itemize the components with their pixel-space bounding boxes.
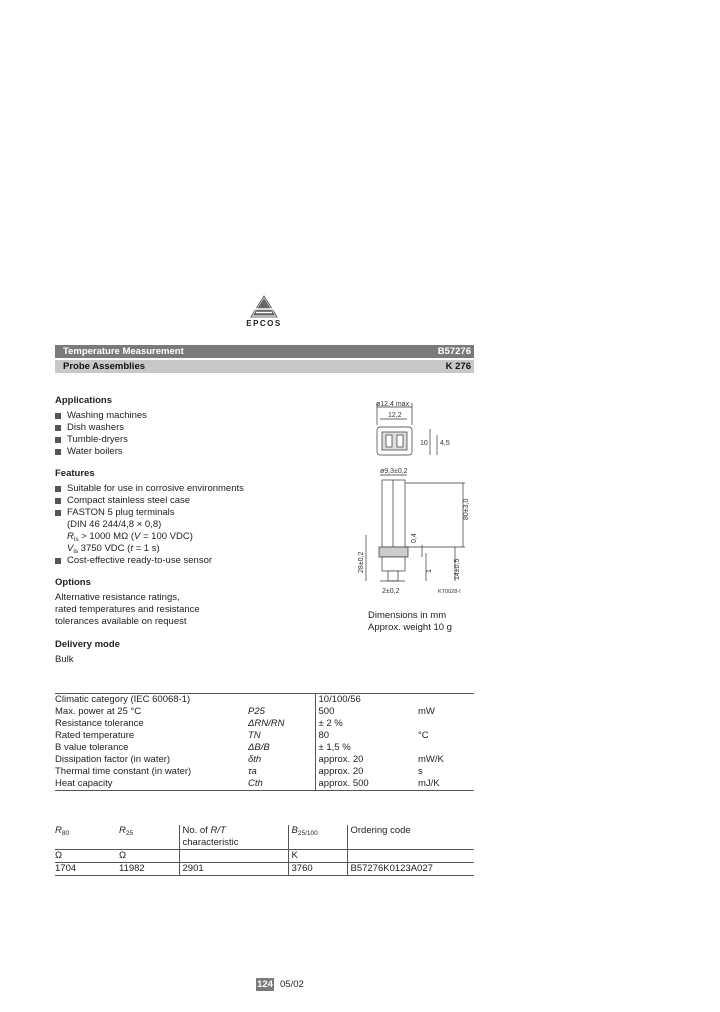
- dim-0-4: 0,4: [411, 533, 418, 543]
- unit-rt: [179, 850, 288, 863]
- header-r80: $R_{80}$: [55, 825, 70, 837]
- spec-value: approx. 500: [315, 778, 418, 791]
- spec-value: approx. 20: [315, 766, 418, 778]
- spec-sym: Cth: [248, 778, 263, 789]
- ris-v: V: [134, 531, 141, 542]
- vis-t: t: [130, 543, 133, 554]
- options-heading: Options: [55, 577, 91, 588]
- ris-sub: is: [73, 536, 79, 543]
- list-item: Cost-effective ready-to-use sensor: [55, 555, 212, 567]
- spec-label: Max. power at 25 °C: [55, 706, 142, 717]
- spec-unit: mW/K: [418, 754, 444, 765]
- epcos-triangle-icon: [250, 296, 278, 318]
- list-item: Water boilers: [55, 446, 147, 458]
- options-line: Alternative resistance ratings,: [55, 592, 180, 603]
- list-item: Compact stainless steel case: [55, 495, 244, 507]
- dim-12-2: 12,2: [388, 412, 402, 419]
- list-item: Dish washers: [55, 422, 147, 434]
- table-row: [55, 706, 474, 718]
- spec-unit: mJ/K: [418, 778, 440, 789]
- applications-heading: Applications: [55, 395, 113, 406]
- spec-sym: δth: [248, 754, 262, 765]
- spec-unit: [418, 718, 474, 730]
- spec-sym: ΔB/B: [248, 742, 270, 753]
- drawing-caption-2: Approx. weight 10 g: [368, 622, 452, 633]
- drawing-id: KT0028-I: [438, 589, 461, 595]
- dim-14: 14±0,5: [454, 558, 461, 580]
- list-item: FASTON 5 plug terminals: [55, 507, 244, 519]
- order-units-row: [55, 850, 474, 863]
- spec-value: ± 1,5 %: [315, 742, 418, 754]
- spec-value: approx. 20: [315, 754, 418, 766]
- delivery-value: Bulk: [55, 654, 74, 665]
- ris-text: > 1000 MΩ (: [78, 531, 134, 542]
- category-title: Temperature Measurement: [63, 346, 184, 357]
- product-title: Probe Assemblies: [63, 361, 146, 372]
- spec-table: [55, 693, 474, 791]
- table-row: [55, 718, 474, 730]
- spec-sym: ΔRN/RN: [248, 718, 285, 729]
- vis-text2: = 1 s): [132, 543, 160, 554]
- table-row: [55, 754, 474, 766]
- spec-unit: [418, 742, 474, 754]
- unit-code: [347, 850, 474, 863]
- dimension-drawing: [360, 395, 475, 605]
- features-heading: Features: [55, 468, 95, 479]
- cell-rt: 2901: [179, 863, 288, 876]
- cell-b: 3760: [288, 863, 347, 876]
- vis-text: 3750 VDC (: [78, 543, 131, 554]
- dim-4-5: 4,5: [440, 440, 450, 447]
- vis-sub: is: [73, 548, 79, 555]
- spec-unit: °C: [418, 730, 429, 741]
- dim-top: ø12,4 max: [376, 401, 410, 408]
- cell-ordering-code: B57276K0123A027: [347, 863, 474, 876]
- brand-name: EPCOS: [246, 319, 282, 328]
- order-table: [55, 825, 474, 876]
- table-row: [55, 766, 474, 778]
- applications-list: [55, 410, 147, 458]
- options-line: rated temperatures and resistance: [55, 604, 200, 615]
- spec-unit: mW: [418, 706, 435, 717]
- unit-b: K: [288, 850, 347, 863]
- delivery-heading: Delivery mode: [55, 639, 120, 650]
- table-row: [55, 863, 474, 876]
- header-b: $B_{25/100}$: [288, 825, 347, 850]
- spec-label: Heat capacity: [55, 778, 113, 789]
- header-rt: No. of R/T characteristic: [179, 825, 288, 850]
- dim-80: 80±3,0: [463, 498, 470, 520]
- spec-value: 500: [315, 706, 418, 718]
- spec-label: Rated temperature: [55, 730, 135, 741]
- issue-date: 05/02: [280, 979, 304, 990]
- drawing-caption-1: Dimensions in mm: [368, 610, 447, 621]
- header-ordering-code: Ordering code: [347, 825, 474, 850]
- spec-sym: P25: [248, 706, 265, 717]
- header-r25: $R_{25}$: [119, 825, 134, 837]
- table-row: [55, 730, 474, 742]
- spec-label: Resistance tolerance: [55, 718, 144, 729]
- spec-value: 10/100/56: [315, 694, 418, 707]
- dim-diameter: ø9,3±0,2: [380, 468, 408, 475]
- list-item: Suitable for use in corrosive environments: [55, 483, 244, 495]
- cell-r25: 11982: [119, 863, 145, 874]
- header-bar-product: [55, 360, 474, 373]
- order-header-row: [55, 825, 474, 850]
- unit-r25: Ω: [119, 850, 127, 861]
- cell-r80: 1704: [55, 863, 77, 874]
- spec-sym: [248, 694, 315, 707]
- page-number: 124: [257, 979, 273, 990]
- dim-side: 2±0,2: [382, 588, 400, 595]
- list-item: Tumble-dryers: [55, 434, 147, 446]
- features-list-2: [55, 555, 212, 567]
- vis-symbol: V: [67, 543, 74, 554]
- spec-label: Dissipation factor (in water): [55, 754, 171, 765]
- part-number: B57276: [437, 346, 471, 357]
- dim-10: 10: [420, 440, 428, 447]
- table-row: [55, 742, 474, 754]
- series-number: K 276: [445, 361, 471, 372]
- features-list: [55, 483, 244, 519]
- ris-text2: = 100 VDC): [140, 531, 193, 542]
- spec-sym: TN: [248, 730, 261, 741]
- spec-label: Thermal time constant (in water): [55, 766, 192, 777]
- dim-1: 1: [426, 569, 433, 573]
- list-item: Washing machines: [55, 410, 147, 422]
- options-line: tolerances available on request: [55, 616, 187, 627]
- epcos-logo: [236, 296, 292, 328]
- table-row: [55, 694, 474, 707]
- spec-label: B value tolerance: [55, 742, 129, 753]
- spec-sym: τa: [248, 766, 257, 777]
- spec-label: Climatic category (IEC 60068-1): [55, 694, 191, 705]
- unit-r80: Ω: [55, 850, 63, 861]
- spec-unit: [418, 694, 474, 707]
- dim-28: 28±0,2: [358, 551, 365, 573]
- spec-value: ± 2 %: [315, 718, 418, 730]
- spec-value: 80: [315, 730, 418, 742]
- table-row: [55, 778, 474, 791]
- header-bar-category: [55, 345, 474, 358]
- spec-unit: s: [418, 766, 423, 777]
- ris-symbol: R: [67, 531, 74, 542]
- faston-detail: (DIN 46 244/4,8 × 0,8): [67, 519, 162, 530]
